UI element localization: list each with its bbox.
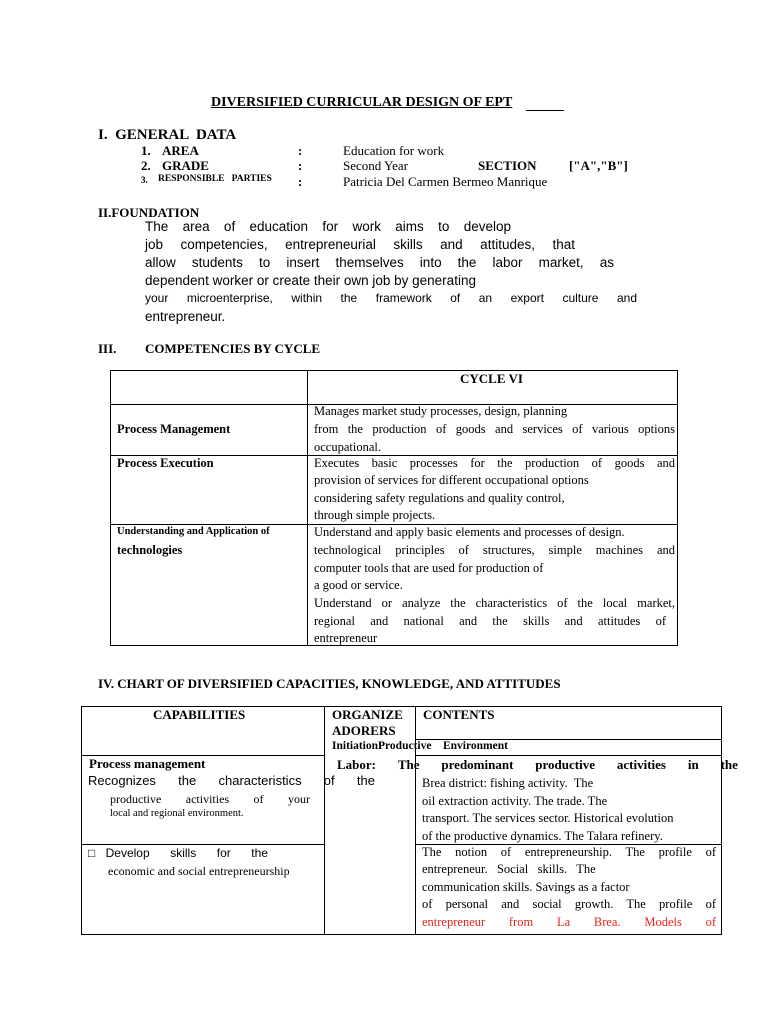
labor-word: predominant	[441, 757, 514, 772]
table-border	[110, 370, 111, 646]
table-border	[324, 706, 325, 935]
competency-text-line: technological principles of structures, simple machines and	[314, 543, 675, 557]
content-line: of personal and social growth. The profile of	[422, 897, 716, 911]
competency-text-line: Manages market study processes, design, planning	[314, 404, 568, 418]
section-competencies-heading: COMPETENCIES BY CYCLE	[145, 341, 321, 356]
content-line: The notion of entrepreneurship. The profile of	[422, 845, 716, 859]
area-label: AREA	[162, 143, 199, 158]
content-line: transport. The services sector. Historical evolution	[422, 811, 674, 825]
competency-label: technologies	[117, 543, 183, 557]
table-border	[81, 844, 324, 845]
grade-value: Second Year	[343, 158, 408, 173]
labor-word: the	[720, 757, 738, 772]
foundation-line-4: dependent worker or create their own job by generating	[145, 273, 476, 288]
table-border	[415, 755, 722, 756]
competency-text-line: provision of services for different occupational options	[314, 473, 589, 487]
competency-text-line: Understand and apply basic elements and processes of design.	[314, 525, 625, 539]
parties-value: Patricia Del Carmen Bermeo Manrique	[343, 174, 548, 189]
table-border	[81, 934, 722, 935]
capability-line: economic and social entrepreneurship	[108, 864, 290, 878]
competency-text-line: Understand or analyze the characteristics of the local market,	[314, 596, 675, 610]
competency-text-line: occupational.	[314, 440, 381, 454]
grade-num: 2.	[141, 158, 151, 173]
content-line: communication skills. Savings as a factor	[422, 880, 630, 894]
title-underline-extension	[526, 110, 564, 111]
parties-num: 3.	[141, 175, 148, 185]
col-organize-header: ORGANIZE	[332, 707, 403, 722]
capability-line: □ Develop skills for the	[88, 846, 268, 860]
competency-text-line: regional and national and the skills and attitudes of	[314, 614, 666, 628]
labor-word: Labor:	[337, 757, 376, 772]
section-value: ["A","B"]	[569, 158, 628, 173]
section-foundation-heading: II.FOUNDATION	[98, 205, 200, 220]
table-border	[81, 706, 82, 935]
cycle-header: CYCLE VI	[460, 371, 523, 386]
section-label: SECTION	[478, 158, 537, 173]
foundation-line-2: job competencies, entrepreneurial skills and attitudes, that	[145, 237, 575, 252]
foundation-line-6: entrepreneur.	[145, 309, 226, 324]
competency-label: Process Management	[117, 422, 231, 436]
parties-label: RESPONSIBLE PARTIES	[158, 174, 272, 184]
foundation-line-5: your microenterprise, within the framework of an export culture and	[145, 291, 637, 305]
labor-line	[337, 757, 738, 773]
capability-line: local and regional environment.	[110, 808, 244, 819]
capability-word: Recognizes	[88, 773, 156, 788]
labor-word: in	[687, 757, 699, 772]
competency-text-line: Executes basic processes for the production of goods and	[314, 456, 675, 470]
table-border	[110, 645, 677, 646]
col-contents-header: CONTENTS	[423, 707, 495, 722]
section-general-data-heading: I. GENERAL DATA	[98, 127, 237, 143]
area-value: Education for work	[343, 143, 445, 158]
competency-text-line: entrepreneur	[314, 631, 378, 645]
labor-word: The	[397, 757, 420, 772]
area-colon: :	[298, 143, 303, 158]
table-border	[677, 370, 678, 646]
capability-line: productive activities of your	[110, 792, 310, 806]
capability-word: of	[323, 773, 335, 788]
section-chart-heading: IV. CHART OF DIVERSIFIED CAPACITIES, KNOWLEDGE, AND ATTITUDES	[98, 676, 561, 691]
capability-word: the	[178, 773, 197, 788]
competency-text-line: considering safety regulations and quality control,	[314, 491, 565, 505]
col-capabilities-header: CAPABILITIES	[153, 707, 246, 722]
content-line: entrepreneur. Social skills. The	[422, 862, 596, 876]
labor-word: productive	[535, 757, 596, 772]
initiation-subheader: InitiationProductive Environment	[332, 740, 508, 752]
competency-text-line: through simple projects.	[314, 508, 436, 522]
area-num: 1.	[141, 143, 151, 158]
capability-word: characteristics	[218, 773, 302, 788]
competency-label: Process Execution	[117, 456, 214, 470]
competency-label-small: Understanding and Application of	[117, 526, 270, 537]
competency-text-line: computer tools that are used for production of	[314, 561, 544, 575]
parties-colon: :	[298, 174, 303, 189]
grade-colon: :	[298, 158, 303, 173]
competency-text-line: a good or service.	[314, 578, 403, 592]
competency-text-line: from the production of goods and services of various options	[314, 422, 675, 436]
table-border	[110, 370, 677, 371]
grade-label: GRADE	[162, 158, 209, 173]
page-title: DIVERSIFIED CURRICULAR DESIGN OF EPT	[211, 95, 513, 110]
foundation-line-3: allow students to insert themselves into the labor market, as	[145, 255, 614, 270]
capability-word: the	[356, 773, 375, 788]
content-line-red: entrepreneur from La Brea. Models of	[422, 915, 716, 929]
content-line: of the productive dynamics. The Talara refinery.	[422, 829, 663, 843]
capability-line	[88, 773, 375, 788]
capability-title: Process management	[89, 756, 206, 771]
foundation-line-1: The area of education for work aims to develop	[145, 219, 511, 234]
table-border	[721, 706, 722, 935]
content-line: Brea district: fishing activity. The	[422, 776, 594, 790]
table-border	[307, 370, 308, 646]
content-line: oil extraction activity. The trade. The	[422, 794, 608, 808]
col-organize-header: ADORERS	[332, 723, 396, 738]
labor-word: activities	[616, 757, 666, 772]
section-competencies-num: III.	[98, 341, 117, 356]
